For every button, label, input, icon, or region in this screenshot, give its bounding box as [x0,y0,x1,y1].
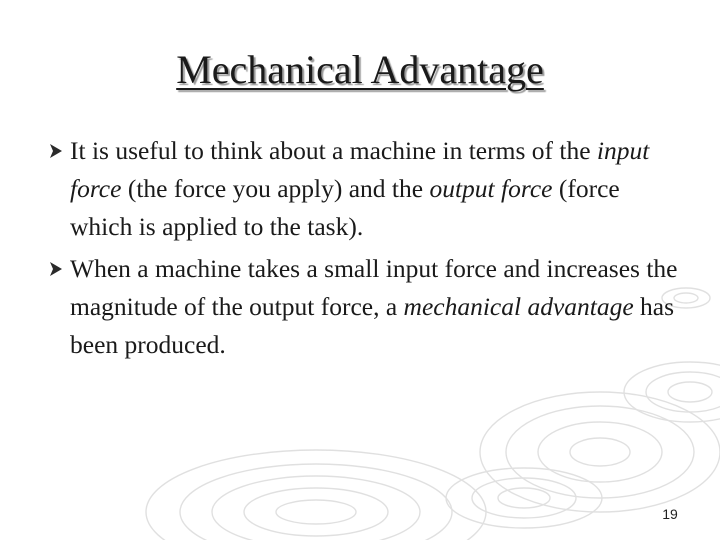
bullet-text-segment: (force which is applied to the task). [70,174,620,241]
bullet-list [48,132,688,368]
arrow-bullet-icon [48,261,64,277]
bullet-italic-term: mechanical advantage [403,292,634,321]
bullet-item [48,132,688,246]
page-number: 19 [662,506,678,522]
bullet-text-segment: It is useful to think about a machine in terms of the [70,136,597,165]
bullet-text-segment: When a machine takes a small input force and increases the magnitude of the output force, a [70,254,678,321]
arrow-bullet-icon [48,143,64,159]
bullet-text-segment: has been produced. [70,292,675,359]
bullet-italic-term: output force [429,174,553,203]
bullet-italic-term: input force [70,136,650,203]
bullet-item [48,250,688,364]
bullet-text-segment: (the force you apply) and the [121,174,430,203]
slide-title: Mechanical Advantage [176,47,544,92]
